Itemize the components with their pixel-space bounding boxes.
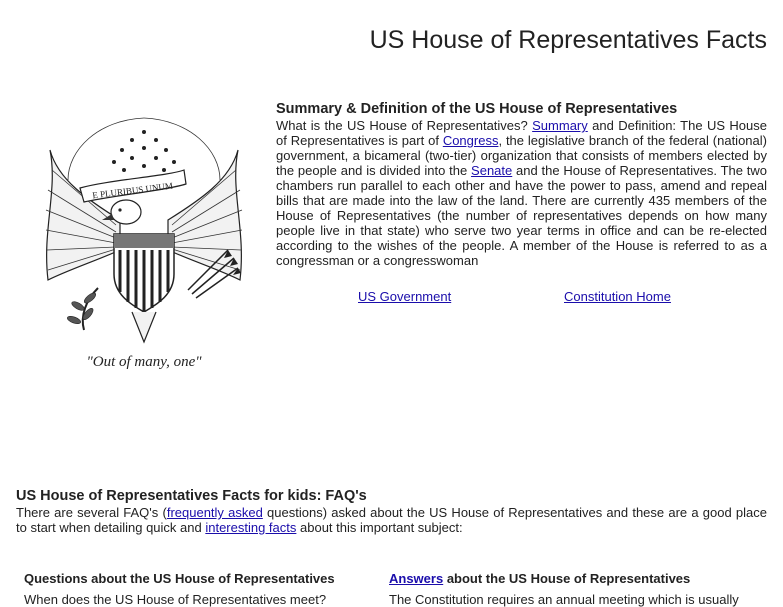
- us-government-link[interactable]: US Government: [358, 289, 452, 304]
- summary-paragraph: [276, 118, 767, 268]
- summary-text-3: , the legislative branch of the federal (national) government, a bicameral (two-tier) organization that consists of members elected by the people and is divided into the: [276, 133, 767, 178]
- faq-section: [16, 488, 767, 535]
- question-text: When does the US House of Representatives meet?: [24, 592, 327, 607]
- motto-banner-text: E PLURIBUS UNUM: [91, 180, 174, 201]
- answers-heading-rest: about the US House of Representatives: [443, 571, 691, 586]
- summary-link[interactable]: Summary: [532, 118, 588, 133]
- congress-link[interactable]: Congress: [442, 133, 499, 148]
- answer-text: The Constitution requires an annual meeting which is usually: [389, 592, 739, 607]
- faq-text-2: questions) asked about the US House of Representatives and these are a good place to start when detailing quick and: [16, 505, 767, 535]
- constitution-home-link[interactable]: Constitution Home: [564, 289, 671, 304]
- summary-text-4: and the House of Representatives. The two chambers run parallel to each other and have the power to pass, amend and repeal bills that are made into the law of the land. There are currently 435 members of the House of Representatives (the number of representatives depends on how many people live in that state) who serve two year terms in office and can be re-elected according to the wishes of the people. A member of the House is referred to as a congressman or a congresswoman: [276, 163, 767, 268]
- eagle-seal-icon: [28, 110, 260, 380]
- summary-section: [276, 101, 767, 268]
- seal-caption: "Out of many, one": [86, 354, 202, 370]
- summary-text-1: What is the US House of Representatives?: [276, 118, 533, 133]
- great-seal-image: [28, 110, 260, 380]
- answers-link[interactable]: Answers: [389, 571, 444, 586]
- interesting-facts-link[interactable]: interesting facts: [205, 520, 297, 535]
- faq-heading: US House of Representatives Facts for kids: FAQ's: [16, 488, 367, 504]
- faq-paragraph: [16, 505, 767, 535]
- faq-text-3: about this important subject:: [296, 520, 463, 535]
- answers-heading: [389, 571, 690, 586]
- page-title: US House of Representatives Facts: [369, 26, 767, 54]
- faq-text-1: There are several FAQ's (: [16, 505, 167, 520]
- senate-link[interactable]: Senate: [471, 163, 513, 178]
- questions-heading: Questions about the US House of Representatives: [24, 571, 335, 586]
- faq-link[interactable]: frequently asked: [166, 505, 263, 520]
- summary-heading: Summary & Definition of the US House of Representatives: [276, 101, 678, 117]
- summary-text-2: and Definition: The US House of Representatives is part of: [276, 118, 767, 148]
